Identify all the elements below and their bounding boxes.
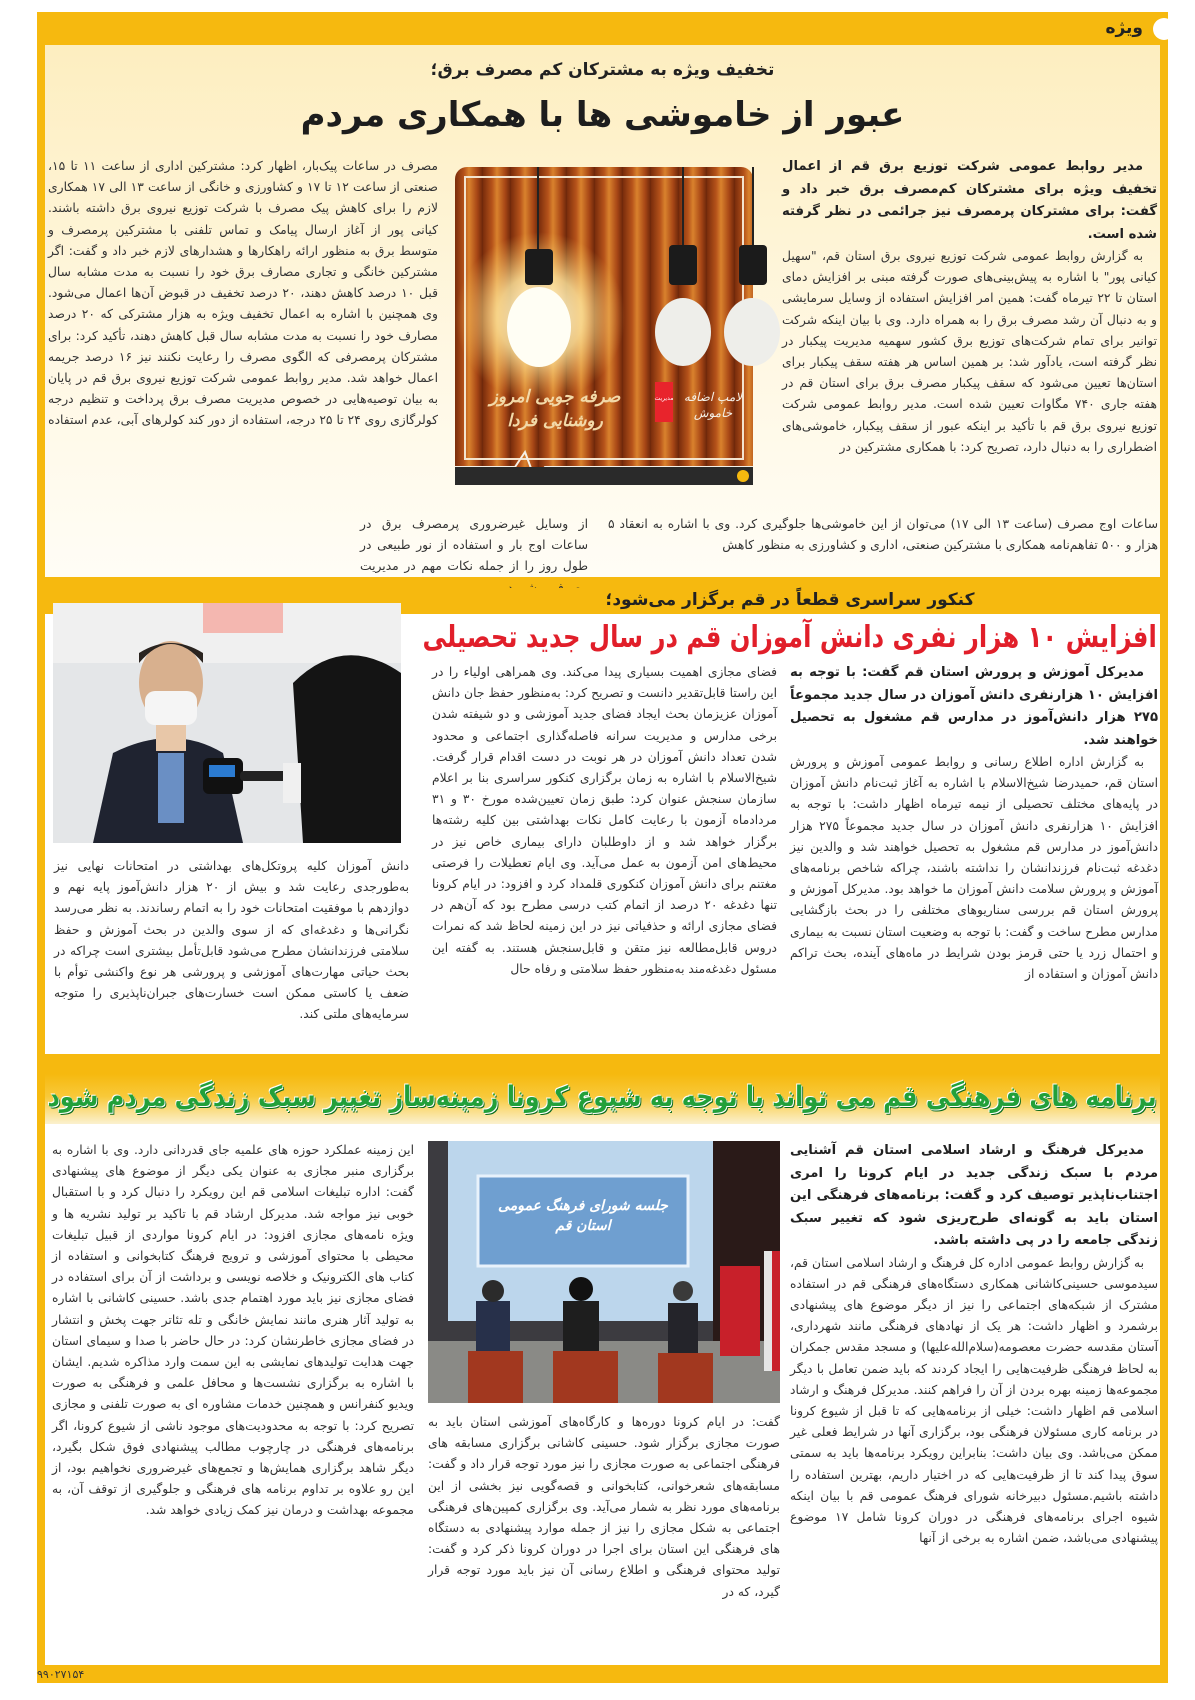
poster-slogan-line2: روشنایی فردا [507, 411, 603, 431]
article1-bottom-right-text: ساعات اوج مصرف (ساعت ۱۳ الی ۱۷) می‌توان از این خاموشی‌ها جلوگیری کرد. وی با اشاره به انعقاد ۵ هزار و ۵۰۰ تفاهم‌نامه همکاری با مشترکین صنعتی، اداری و کشاورزی به منظور کاهش [608, 517, 1158, 553]
article2-headline-box [420, 620, 1160, 655]
article1-bottom-right [608, 514, 1158, 558]
article2-kicker: کنکور سراسری قطعاً در قم برگزار می‌شود؛ [605, 590, 975, 610]
article1-body-left: مصرف در ساعات پیک‌بار، اظهار کرد: مشترکین اداری از ساعت ۱۱ تا ۱۵، صنعتی از ساعت ۱۲ تا ۱۷ و کشاورزی و خانگی از ساعت ۱۳ الی ۱۷ همکاری لازم را برای کاهش پیک مصرف با شرکت توزیع نیروی برق داشته باشند. کیانی پور از آغاز ارسال پیامک و تماس تلفنی با مشترکین پرمصرف و متوسط برق به منظور ارائه راهکارها و هشدارهای لازم خبر داد و گفت: اگر مشترکین خانگی و تجاری مصارف برق خود را نسبت به مدت مشابه سال قبل ۱۰ درصد کاهش دهند، ۲۰ درصد تخفیف در قبوض آن‌ها اعمال می‌شود. وی همچنین با اشاره به اعمال تخفیف ویژه به هزار مشترکی که ۲۰ درصد مصارف خود را نسبت به مدت مشابه سال قبل کاهش دهند، تأکید کرد: برای مشترکان پرمصرفی که الگوی مصرف را رعایت نکنند نیز ۱۶ درصد جریمه اعمال خواهد شد. مدیر روابط عمومی شرکت توزیع نیروی برق قم در پایان به بیان توصیه‌هایی در خصوص مدیریت مصرف برق پرداخت و تنظیم درجه کولرگازی روی ۲۴ تا ۲۵ درجه، استفاده از دور کند کولرهای آبی، عدم استفاده [48, 159, 439, 428]
article1-body-right: به گزارش روابط عمومی شرکت توزیع نیروی برق استان قم، "سهیل کیانی پور" با اشاره به پیش‌بینی‌های صورت گرفته مبنی بر افزایش دمای استان تا ۲۲ تیرماه گفت: همین امر افزایش استفاده از وسایل سرمایشی و به دنبال آن رشد مصرف برق را به همراه دارد. وی با بیان اینکه شرکت توانیر برای تمام شرکت‌های توزیع برق کشور سهمیه مدیریت پیکبار در نظر گرفته است، یادآور شد: بر همین اساس هر هفته سقف پیکبار برای استان‌ها تعیین می‌شود که سقف پیکبار مصرف برق برای استان قم در هفته جاری ۷۴۰ مگاوات تعیین شده است. مدیر روابط عمومی شرکت توزیع نیروی برق قم با تأکید بر اینکه عبور از سقف پیکبار، خاموشی‌های اضطراری را به دنبال دارد، تصریح کرد: با همکاری مشترکین در [782, 249, 1157, 454]
council-meeting-photo [428, 1141, 780, 1403]
article3-middle-column [428, 1412, 780, 1660]
article2-lead: مدیرکل آموزش و پرورش استان قم گفت: با توجه به افزایش ۱۰ هزارنفری دانش آموزان در سال جدید مجموعاً ۲۷۵ هزار دانش‌آموز در مدارس قم مشغول به تحصیل خواهند شد. [790, 665, 1158, 748]
article2-kicker-box [420, 590, 1160, 610]
photo-banner-text: جلسه شورای فرهنگ عمومی استان قم [498, 1198, 668, 1234]
article3-left-column [52, 1140, 414, 1660]
article1-headline: عبور از خاموشی ها با همکاری مردم [300, 95, 905, 135]
article3-right-column [790, 1140, 1158, 1660]
poster-tag-text: لامپ اضافه خاموش [683, 390, 743, 420]
article1-kicker: تخفیف ویژه به مشترکان کم مصرف برق؛ [430, 60, 775, 80]
article1-bottom-left-text: از وسایل غیرضروری پرمصرف برق در ساعات اوج بار و استفاده از نور طبیعی در طول روز را از جمله نکات مهم در مدیریت [360, 517, 588, 574]
article1-headline-box [45, 95, 1160, 135]
article2-left-column [54, 856, 409, 1044]
article3-headline: برنامه های فرهنگی قم می تواند با توجه به شیوع کرونا زمینه‌ساز تغییر سبک زندگی مردم شود [47, 1080, 1158, 1113]
article2-middle-column [432, 662, 777, 1044]
council-meeting-image [428, 1141, 780, 1403]
article2-headline: افزایش ۱۰ هزار نفری دانش آموزان قم در سال جدید تحصیلی [422, 620, 1158, 655]
page-code: ۹۹۰۲۷۱۵۴ [37, 1668, 85, 1681]
article3-body-left: این زمینه عملکرد حوزه های علمیه جای قدردانی دارد. وی با اشاره به برگزاری منبر مجازی به عنوان یکی دیگر از موضوع های پیشنهادی گفت: اداره تبلیغات اسلامی قم این رویکرد را دنبال کرد و با استقبال خوبی نیز مواجه شد. مدیرکل ارشاد قم با تاکید بر تولید نشریه ها و ویژه نامه‌های مجازی افزود: در ایام کرونا مواردی از قبیل تبلیغات محیطی با محتوای آموزشی و ترویج فرهنگ کتابخوانی و استفاده از کتاب های الکترونیک و خلاصه نویسی و برداشت از آن برای استفاده در فضای مجازی نیز باید مورد اهتمام جدی باشد. حسینی کاشانی با اشاره به تولید آثار هنری مانند نمایش خانگی و تله تئاتر جهت پخش و انتشار در فضای مجازی خاطرنشان کرد: در حال حاضر با صدا و سیمای استان جهت هدایت تولیدهای نمایشی به این سمت وارد مذاکره شدیم. ایشان با اشاره به برگزاری نشست‌ها و محافل علمی و فرهنگی به صورت ویدیو کنفرانس و همچنین خدمات مشاوره ای به صورت تلفنی و مجازی تصریح کرد: با توجه به محدودیت‌های موجود ناشی از شیوع کرونا، اگر برنامه‌های فرهنگی در چارچوب مطالب پیشنهادی فوق شکل بگیرد، دیگر شاهد برگزاری همایش‌ها و تجمع‌های غیرضروری نخواهیم بود، از این رو علاوه بر تداوم برنامه های فرهنگی و جلوگیری از توقف آن، به مجموعه بهداشت و درمان نیز کمک زیادی خواهد شد. [52, 1143, 414, 1518]
article2-right-column [790, 662, 1158, 1044]
article1-bottom-left [360, 514, 588, 574]
poster-slogan-line1: صرفه جویی امروز [489, 387, 621, 407]
article3-body-middle: گفت: در ایام کرونا دوره‌ها و کارگاه‌های آموزشی استان باید به صورت مجازی برگزار شود. حسینی کاشانی برگزاری مسابقه های فرهنگی اجتماعی به صورت مجازی را نیز مورد توجه قرار داد و گفت: مسابقه‌های شعرخوانی، کتابخوانی و قصه‌گویی نیز بخشی از این برنامه‌های مورد نظر به شمار می‌آید. وی برگزاری کمپین‌های فرهنگی اجتماعی به شکل مجازی را نیز از جمله موارد پیشنهادی به دستگاه های فرهنگی این استان برای اجرا در دوران کرونا ذکر کرد و گفت: تولید محتوای فرهنگی و اطلاع رسانی آن نیز باید مورد توجه قرار گیرد، که در [428, 1415, 780, 1599]
light-bulbs-illustration [455, 167, 753, 485]
article2-body-right: به گزارش اداره اطلاع رسانی و روابط عمومی آموزش و پرورش استان قم، حمیدرضا شیخ‌الاسلام با اشاره به آغاز ثبت‌نام دانش آموزان در پایه‌های مختلف تحصیلی از نیمه تیرماه اظهار داشت: با توجه به افزایش ۱۰ هزارنفری دانش آموزان در سال جدید مجموعاً ۲۷۵ هزار دانش‌آموز در مدارس قم مشغول به تحصیل خواهند شد و والدین نیز دغدغه ثبت‌نام فرزندانشان را نداشته باشند، چراکه شاخص برنامه‌های آموزش و پرورش سلامت دانش آموزان ما خواهد بود. مدیرکل آموزش و پرورش استان قم بررسی سناریوهای مختلفی را در بحث بازگشایی مدارس مطرح ساخت و گفت: با توجه به وضعیت استان نسبت به بیماری و احتمال زرد یا حتی قرمز بودن شرایط در ماه‌های آینده، بحث تراکم دانش آموزان و استفاده از [790, 755, 1158, 982]
article2-body-middle: فضای مجازی اهمیت بسیاری پیدا می‌کند. وی همراهی اولیاء را در این راستا قابل‌تقدیر دانست و تصریح کرد: به‌منظور حفظ جان دانش آموزان عزیزمان بحث ایجاد فضای جدید آموزشی و دو شیفته شدن برخی مدارس و مدیریت سرانه فاصله‌گذاری اجتماعی و محدود شدن تعداد دانش آموزان در هر نوبت در دست اقدام قرار گرفت. شیخ‌الاسلام با اشاره به زمان برگزاری کنکور سراسری بنا بر اعلام سازمان سنجش عنوان کرد: طبق زمان تعیین‌شده مورخ ۳۰ و ۳۱ مردادماه آزمون با رعایت کامل نکات بهداشتی بین کلیه رشته‌ها برگزار خواهد شد و از داوطلبان دارای بیماری خاص نیز در محیط‌های امن آزمون به عمل می‌آید. وی ایام تعطیلات را فرصتی مغتنم برای دانش آموزان کنکوری قلمداد کرد و افزود: در ایام کرونا تنها دغدغه ۲۰ درصد از اتمام کتب درسی مطرح بود که آن‌هم در فضای مجازی ارائه و حذفیاتی نیز در این زمینه لحاظ شد که نمرات دروس قابل‌مطالعه نیز متقن و قابل‌سنجش هستند. به گفته این مسئول دغدغه‌مند به‌منظور حفظ سلامتی و رفاه حال [432, 665, 777, 976]
interview-photo [53, 603, 401, 843]
poster-tag: مدیریت [654, 395, 674, 402]
article1-lead: مدیر روابط عمومی شرکت توزیع برق قم از اعمال تخفیف ویژه برای مشترکان کم‌مصرف برق خبر داد و گفت: برای مشترکان پرمصرف نیز جرائمی در نظر گرفته شده است. [782, 159, 1157, 242]
section-label: ویژه [1105, 18, 1143, 38]
article2-body-left: دانش آموزان کلیه پروتکل‌های بهداشتی در امتحانات نهایی نیز به‌طورجدی رعایت شد و بیش از ۲۰ هزار دانش‌آموز پایه نهم و دوازدهم با موفقیت امتحانات خود را به اتمام رساندند. به نظر می‌رسد نگرانی‌ها و دغدغه‌ای که از سوی والدین در بحث آموزش و حفظ سلامتی فرزندانشان مطرح می‌شود قابل‌تأمل بیشتری است چراکه در بحث حیاتی مهارت‌های آموزشی و پرورشی هر نوع واکنشی توأم با ضعف یا کاستی ممکن است خسارت‌های جبران‌ناپذیری را متوجه سرمایه‌های ملتی کند. [54, 859, 410, 1022]
article3-body-right: به گزارش روابط عمومی اداره کل فرهنگ و ارشاد اسلامی استان قم، سیدموسی حسینی‌کاشانی همکاری دستگاه‌های فرهنگی قم در استفاده مشترک از شبکه‌های اجتماعی را نیز از دیگر موضوع های پیشنهادی برشمرد و اظهار داشت: هر یک از نهادهای فرهنگی مانند شهرداری، آستان مقدسه حضرت معصومه(سلام‌الله‌علیها) و مسجد مقدس جمکران به لحاظ فرهنگی ظرفیت‌هایی را ایجاد کردند که باید ضمن تعامل با دیگر مجموعه‌ها زمینه بهره بردن از آن را فراهم کنند. مدیرکل فرهنگ و ارشاد اسلامی قم اظهار داشت: خیلی از برنامه‌هایی که تا قبل از شیوع کرونا در برنامه کاری مسئولان فرهنگی بود، برگزاری آنها در شرایط فعلی غیر ممکن می‌باشد. وی بیان داشت: بنابراین رویکرد برنامه‌ها باید به سمتی سوق پیدا کند تا از ظرفیت‌هایی که در اختیار داریم، بهترین استفاده را داشته باشیم.مسئول دبیرخانه شورای فرهنگ عمومی قم با بیان اینکه شیوه اجرای برنامه‌های فرهنگی در دوران کرونا شامل ۱۷ موضوع پیشنهادی می‌باشد، ضمن اشاره به برخی از آنها [790, 1255, 1158, 1546]
article3-headline-box [45, 1080, 1160, 1113]
article1-right-column [782, 156, 1157, 516]
energy-saving-poster [455, 167, 753, 485]
article3-lead: مدیرکل فرهنگ و ارشاد اسلامی استان قم آشنایی مردم با سبک زندگی جدید در ایام کرونا را امری اجتناب‌ناپذیر توصیف کرد و گفت: برنامه‌های فرهنگی این استان باید به گونه‌ای طرح‌ریزی شود که تغییر سبک زندگی جامعه را در پی داشته باشد. [790, 1143, 1158, 1248]
section-circle-icon [1153, 18, 1175, 40]
interview-photo-image [53, 603, 401, 843]
article1-left-column [48, 156, 438, 494]
article1-kicker-box [45, 60, 1160, 80]
poster-slogan [485, 385, 625, 433]
